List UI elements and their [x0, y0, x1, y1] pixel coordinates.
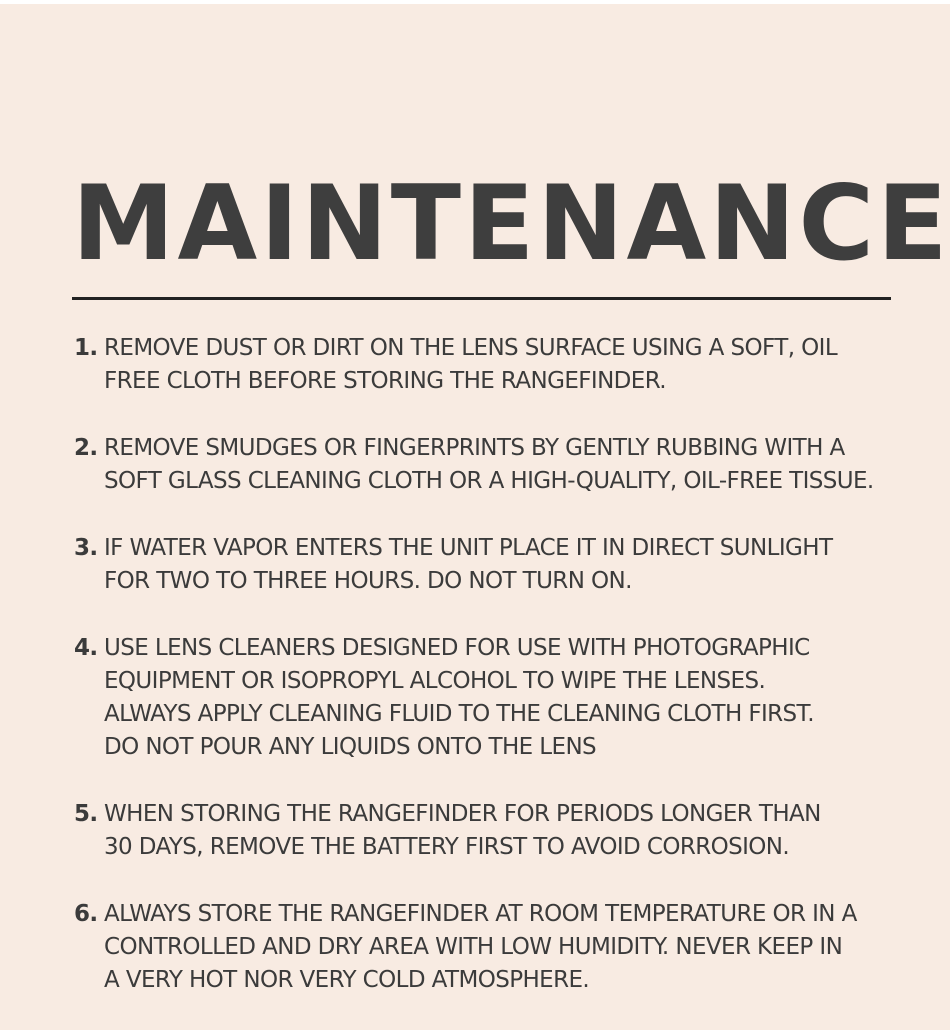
- item-text-line: ALWAYS STORE THE RANGEFINDER AT ROOM TEMPERATURE OR IN A: [104, 901, 857, 927]
- item-text-line: SOFT GLASS CLEANING CLOTH OR A HIGH-QUALITY, OIL-FREE TISSUE.: [104, 468, 874, 494]
- item-text-line: ALWAYS APPLY CLEANING FLUID TO THE CLEANING CLOTH FIRST.: [104, 701, 814, 727]
- item-text-line: FREE CLOTH BEFORE STORING THE RANGEFINDER.: [104, 368, 666, 394]
- item-text-line: A VERY HOT NOR VERY COLD ATMOSPHERE.: [104, 967, 590, 993]
- item-text-line: EQUIPMENT OR ISOPROPYL ALCOHOL TO WIPE THE LENSES.: [104, 668, 766, 694]
- item-text-line: FOR TWO TO THREE HOURS. DO NOT TURN ON.: [104, 568, 632, 594]
- item-number: 2.: [74, 435, 98, 461]
- item-text-line: 30 DAYS, REMOVE THE BATTERY FIRST TO AVOID CORROSION.: [104, 834, 790, 860]
- page-title: MAINTENANCE: [72, 164, 950, 284]
- list-item: [74, 898, 914, 997]
- item-text-line: DO NOT POUR ANY LIQUIDS ONTO THE LENS: [104, 734, 597, 760]
- item-text-line: CONTROLLED AND DRY AREA WITH LOW HUMIDITY. NEVER KEEP IN: [104, 934, 843, 960]
- item-number: 5.: [74, 801, 98, 827]
- item-number: 3.: [74, 535, 98, 561]
- list-item: [74, 432, 914, 498]
- item-text-line: USE LENS CLEANERS DESIGNED FOR USE WITH PHOTOGRAPHIC: [104, 635, 810, 661]
- document-panel: [0, 4, 950, 1030]
- item-text-line: REMOVE SMUDGES OR FINGERPRINTS BY GENTLY RUBBING WITH A: [104, 435, 845, 461]
- item-text-line: IF WATER VAPOR ENTERS THE UNIT PLACE IT IN DIRECT SUNLIGHT: [104, 535, 833, 561]
- title-divider: [72, 297, 891, 300]
- item-number: 4.: [74, 635, 98, 661]
- item-number: 1.: [74, 335, 98, 361]
- list-item: [74, 632, 914, 764]
- item-number: 6.: [74, 901, 98, 927]
- list-item: [74, 798, 914, 864]
- item-text-line: WHEN STORING THE RANGEFINDER FOR PERIODS LONGER THAN: [104, 801, 821, 827]
- list-item: [74, 332, 914, 398]
- list-item: [74, 532, 914, 598]
- item-text-line: REMOVE DUST OR DIRT ON THE LENS SURFACE USING A SOFT, OIL: [104, 335, 838, 361]
